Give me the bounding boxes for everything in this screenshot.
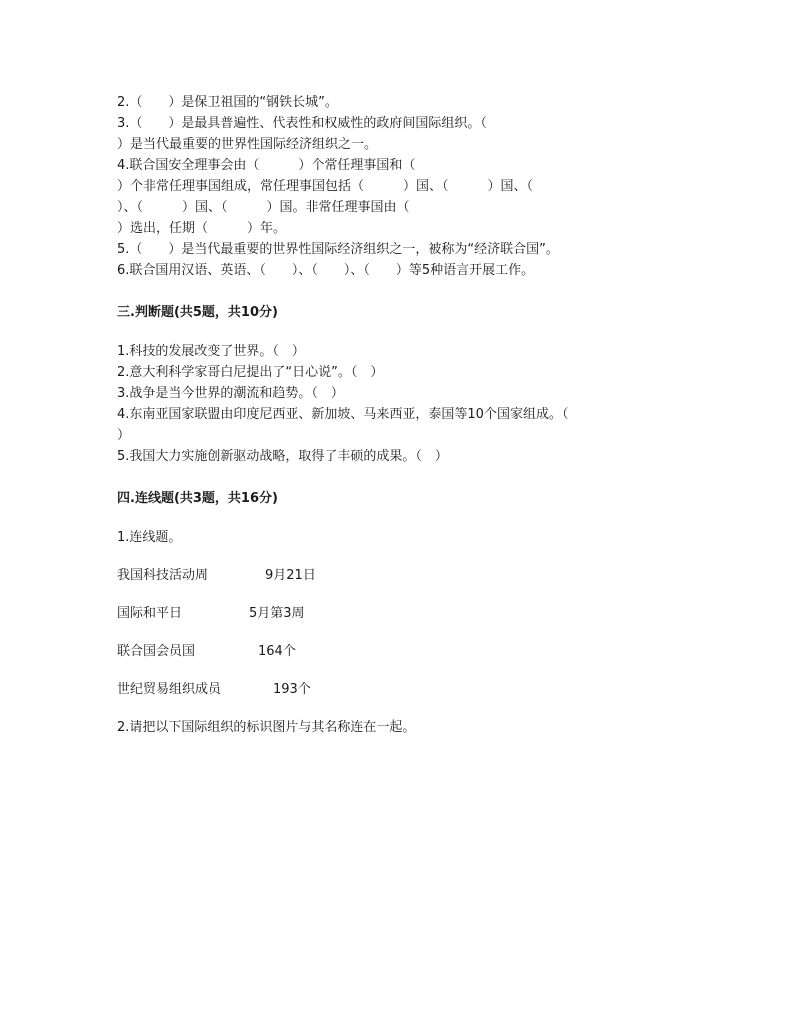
matching-pair [117, 603, 677, 624]
matching-left-item: 联合国会员国 [117, 644, 196, 659]
matching-pair [117, 565, 677, 586]
matching-left-item: 我国科技活动周 [117, 568, 209, 583]
fill-question-6: 6.联合国用汉语、英语、（ ）、（ ）、（ ）等5种语言开展工作。 [117, 263, 535, 278]
fill-question-3-cont: ）是当代最重要的世界性国际经济组织之一。 [117, 137, 378, 152]
worksheet-content [117, 92, 677, 738]
fill-question-2: 2.（ ）是保卫祖国的“钢铁长城”。 [117, 95, 338, 110]
matching-pairs [117, 565, 677, 700]
judgement-question-2: 2.意大利科学家哥白尼提出了“日心说”。（ ） [117, 365, 384, 380]
judgement-questions [117, 341, 677, 467]
matching-right-item: 193个 [273, 682, 311, 697]
matching-pair [117, 679, 677, 700]
section-3-title: 三.判断题(共5题，共10分) [117, 305, 278, 320]
judgement-question-3: 3.战争是当今世界的潮流和趋势。（ ） [117, 386, 344, 401]
matching-left-item: 世纪贸易组织成员 [117, 682, 222, 697]
fill-question-4-cont-3: ）选出，任期（ ）年。 [117, 221, 287, 236]
matching-right-item: 5月第3周 [249, 606, 305, 621]
matching-question-1: 1.连线题。 [117, 530, 182, 545]
matching-right-item: 164个 [258, 644, 296, 659]
fill-question-3: 3.（ ）是最具普遍性、代表性和权威性的政府间国际组织。（ [117, 116, 487, 131]
matching-left-item: 国际和平日 [117, 606, 183, 621]
judgement-question-4-cont: ） [117, 428, 131, 443]
matching-question-2: 2.请把以下国际组织的标识图片与其名称连在一起。 [117, 720, 416, 735]
judgement-question-1: 1.科技的发展改变了世界。（ ） [117, 344, 305, 359]
fill-question-4-cont-1: ）个非常任理事国组成，常任理事国包括（ ）国、（ ）国、（ [117, 179, 534, 194]
section-4-title: 四.连线题(共3题，共16分) [117, 491, 278, 506]
matching-pair [117, 641, 677, 662]
judgement-question-5: 5.我国大力实施创新驱动战略，取得了丰硕的成果。（ ） [117, 449, 448, 464]
judgement-question-4: 4.东南亚国家联盟由印度尼西亚、新加坡、马来西亚，泰国等10个国家组成。（ [117, 407, 569, 422]
fill-questions [117, 92, 677, 281]
fill-question-5: 5.（ ）是当代最重要的世界性国际经济组织之一，被称为“经济联合国”。 [117, 242, 559, 257]
fill-question-4: 4.联合国安全理事会由（ ）个常任理事国和（ [117, 158, 416, 173]
matching-right-item: 9月21日 [265, 568, 316, 583]
fill-question-4-cont-2: ）、（ ）国、（ ）国。非常任理事国由（ [117, 200, 410, 215]
